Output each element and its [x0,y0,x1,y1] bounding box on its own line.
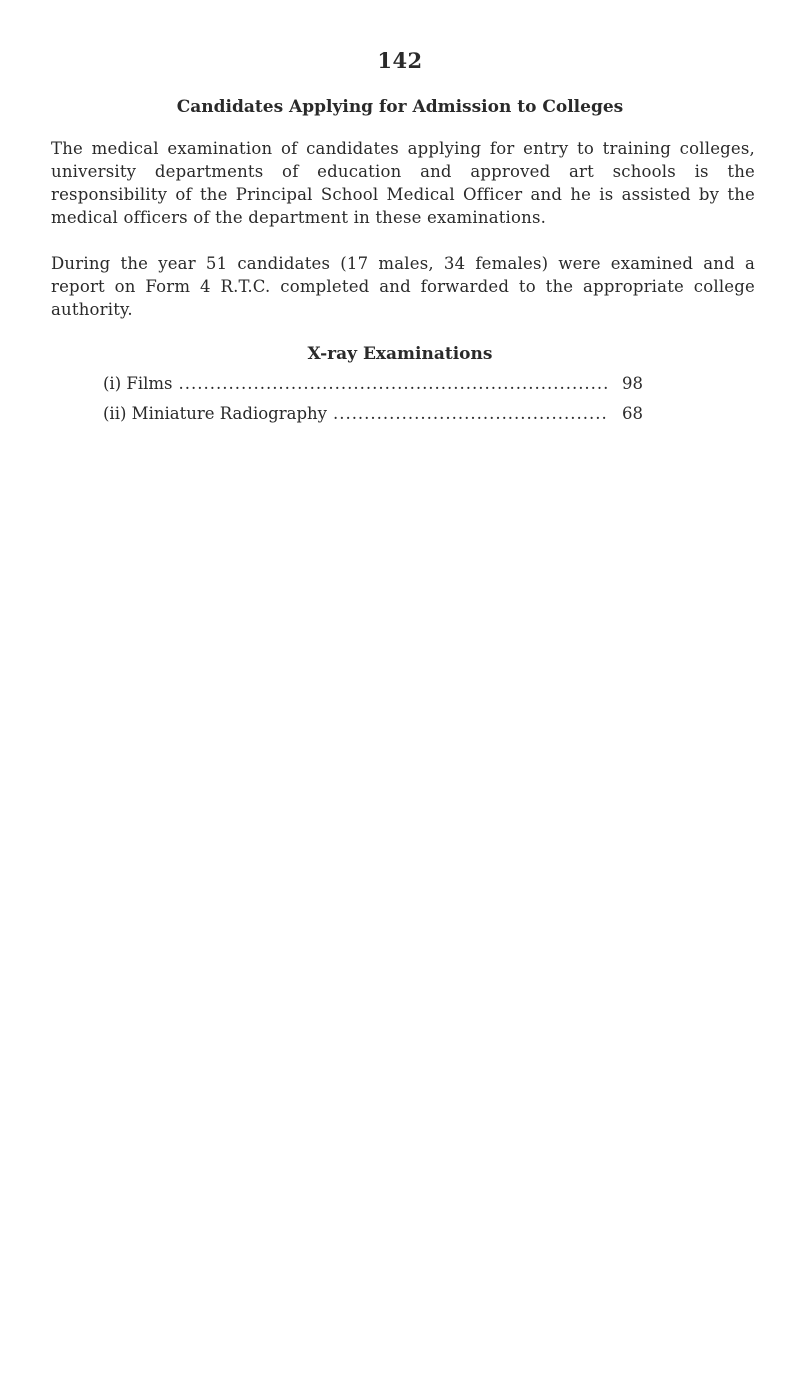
paragraph-medical-examination: The medical examination of candidates applying for entry to training colleges, university departments of education and approved art schools is the responsibility of the Principal School Medical Officer and he is assisted by the medical officers of the department in these examinations. [51,139,755,227]
list-item [103,374,643,404]
xray-item-label: (i) Films [103,374,173,393]
xray-list [103,374,643,434]
xray-section-title: X-ray Examinations [307,344,493,364]
dot-leader [179,374,609,393]
xray-item-value: 98 [622,374,643,393]
paragraph-candidates-examined: During the year 51 candidates (17 males, 34 females) were examined and a report on Form 4 R.T.C. completed and forwarded to the appropriate college authority. [51,254,755,319]
list-item [103,404,643,434]
section-title: Candidates Applying for Admission to Colleges [176,97,624,117]
xray-item-value: 68 [622,404,643,423]
xray-item-label: (ii) Miniature Radiography [103,404,327,423]
dot-leader [333,404,609,423]
page-number: 142 [377,48,423,73]
